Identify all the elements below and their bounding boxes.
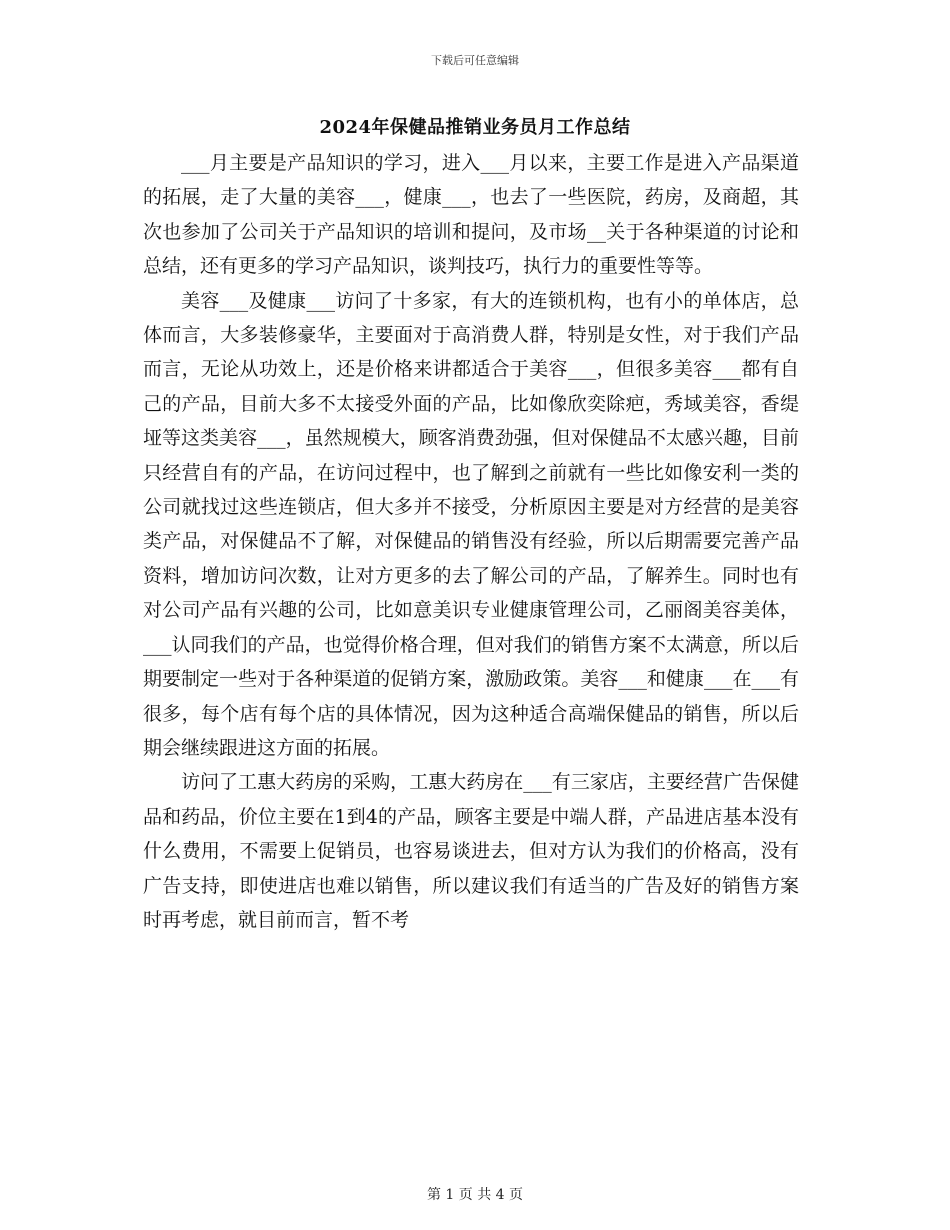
page-header-note: 下载后可任意编辑: [431, 54, 519, 67]
document-title: 2024年保健品推销业务员月工作总结: [319, 117, 631, 138]
page-number: 第 1 页 共 4 页: [426, 1187, 524, 1203]
paragraph: ___月主要是产品知识的学习，进入___月以来，主要工作是进入产品渠道的拓展，走了大量的美容___，健康___，也去了一些医院，药房，及商超，其次也参加了公司关于产品知识的培训和提问，及市场__关于各种渠道的讨论和总结，还有更多的学习产品知识，谈判技巧，执行力的重要性等等。: [143, 152, 799, 278]
paragraph: 访问了工惠大药房的采购，工惠大药房在___有三家店，主要经营广告保健品和药品，价位主要在1到4的产品，顾客主要是中端人群，产品进店基本没有什么费用，不需要上促销员，也容易谈进去，但对方认为我们的价格高，没有广告支持，即使进店也难以销售，所以建议我们有适当的广告及好的销售方案时再考虑，就目前而言，暂不考: [143, 771, 799, 931]
paragraph: 美容___及健康___访问了十多家，有大的连锁机构，也有小的单体店，总体而言，大多装修豪华，主要面对于高消费人群，特别是女性，对于我们产品而言，无论从功效上，还是价格来讲都适合于美容___，但很多美容___都有自己的产品，目前大多不太接受外面的产品，比如像欣奕除疤，秀域美容，香缇垭等这类美容___，虽然规模大，顾客消费劲强，但对保健品不太感兴趣，目前只经营自有的产品，在访问过程中，也了解到之前就有一些比如像安利一类的公司就找过这些连锁店，但大多并不接受，分析原因主要是对方经营的是美容类产品，对保健品不了解，对保健品的销售没有经验，所以后期需要完善产品资料，增加访问次数，让对方更多的去了解公司的产品，了解养生。同时也有对公司产品有兴趣的公司，比如意美识专业健康管理公司，乙丽阁美容美体，___认同我们的产品，也觉得价格合理，但对我们的销售方案不太满意，所以后期要制定一些对于各种渠道的促销方案，激励政策。美容___和健康___在___有很多，每个店有每个店的具体情况，因为这种适合高端保健品的销售，所以后期会继续跟进这方面的拓展。: [143, 289, 799, 759]
document-body: [143, 146, 799, 937]
